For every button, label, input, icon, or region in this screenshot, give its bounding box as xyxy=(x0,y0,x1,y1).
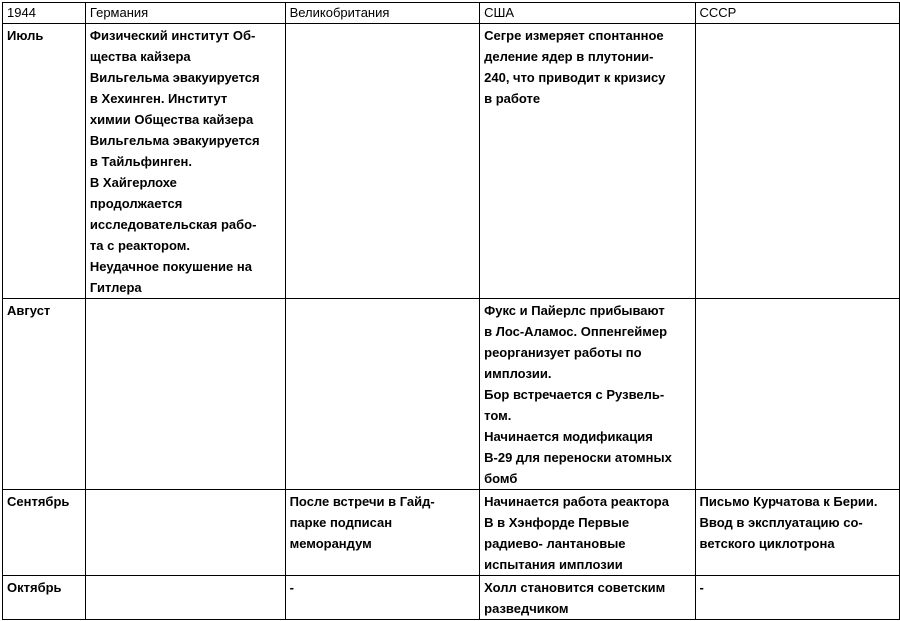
chronology-table xyxy=(2,2,900,620)
usa-cell xyxy=(480,490,695,576)
month-cell: Август xyxy=(3,299,86,490)
event-text: Бор встречается с Рузвель- том. xyxy=(484,387,665,423)
event-text: Холл становится советским разведчиком xyxy=(484,580,666,616)
ussr-cell xyxy=(695,576,899,620)
usa-cell xyxy=(480,24,695,299)
ussr-cell xyxy=(695,24,899,299)
month-cell: Сентябрь xyxy=(3,490,86,576)
header-ussr: СССР xyxy=(695,3,899,24)
table-row-september xyxy=(3,490,900,576)
britain-cell xyxy=(285,299,480,490)
event-text: Начинается работа реактора В в Хэнфорде Первые радиево- лантановые испытания имплозии xyxy=(484,494,669,572)
header-germany: Германия xyxy=(85,3,285,24)
header-year: 1944 xyxy=(3,3,86,24)
event-text: Начинается модификация В-29 для переноски атомных бомб xyxy=(484,429,672,486)
month-cell: Октябрь xyxy=(3,576,86,620)
event-text: Физический институт Об- щества кайзера Вильгельма эвакуируется в Хехинген. Институт химии Общества кайзера Вильгельма эвакуируется в Тайльфинген. xyxy=(89,28,260,169)
britain-cell xyxy=(285,24,480,299)
germany-cell xyxy=(85,576,285,620)
event-text: - xyxy=(289,580,294,595)
table-row-october xyxy=(3,576,900,620)
table-row-august xyxy=(3,299,900,490)
britain-cell xyxy=(285,576,480,620)
ussr-cell xyxy=(695,490,899,576)
usa-cell xyxy=(480,299,695,490)
germany-cell xyxy=(85,299,285,490)
event-text: Письмо Курчатова к Берии. Ввод в эксплуатацию со- ветского циклотрона xyxy=(699,494,878,551)
usa-cell xyxy=(480,576,695,620)
month-cell: Июль xyxy=(3,24,86,299)
header-row xyxy=(3,3,900,24)
ussr-cell xyxy=(695,299,899,490)
table-row-july xyxy=(3,24,900,299)
event-text: Фукс и Пайерлс прибывают в Лос-Аламос. Оппенгеймер реорганизует работы по имплозии. xyxy=(484,303,668,381)
germany-cell xyxy=(85,24,285,299)
header-usa: США xyxy=(480,3,695,24)
event-text: Сегре измеряет спонтанное деление ядер в плутонии- 240, что приводит к кризису в работе xyxy=(484,28,666,106)
germany-cell xyxy=(85,490,285,576)
header-britain: Великобритания xyxy=(285,3,480,24)
event-text: После встречи в Гайд- парке подписан меморандум xyxy=(289,494,435,551)
britain-cell xyxy=(285,490,480,576)
event-text: - xyxy=(699,580,704,595)
event-text: В Хайгерлохе продолжается исследовательская рабо- та с реактором. xyxy=(89,175,257,253)
event-text: Неудачное покушение на Гитлера xyxy=(89,259,252,295)
